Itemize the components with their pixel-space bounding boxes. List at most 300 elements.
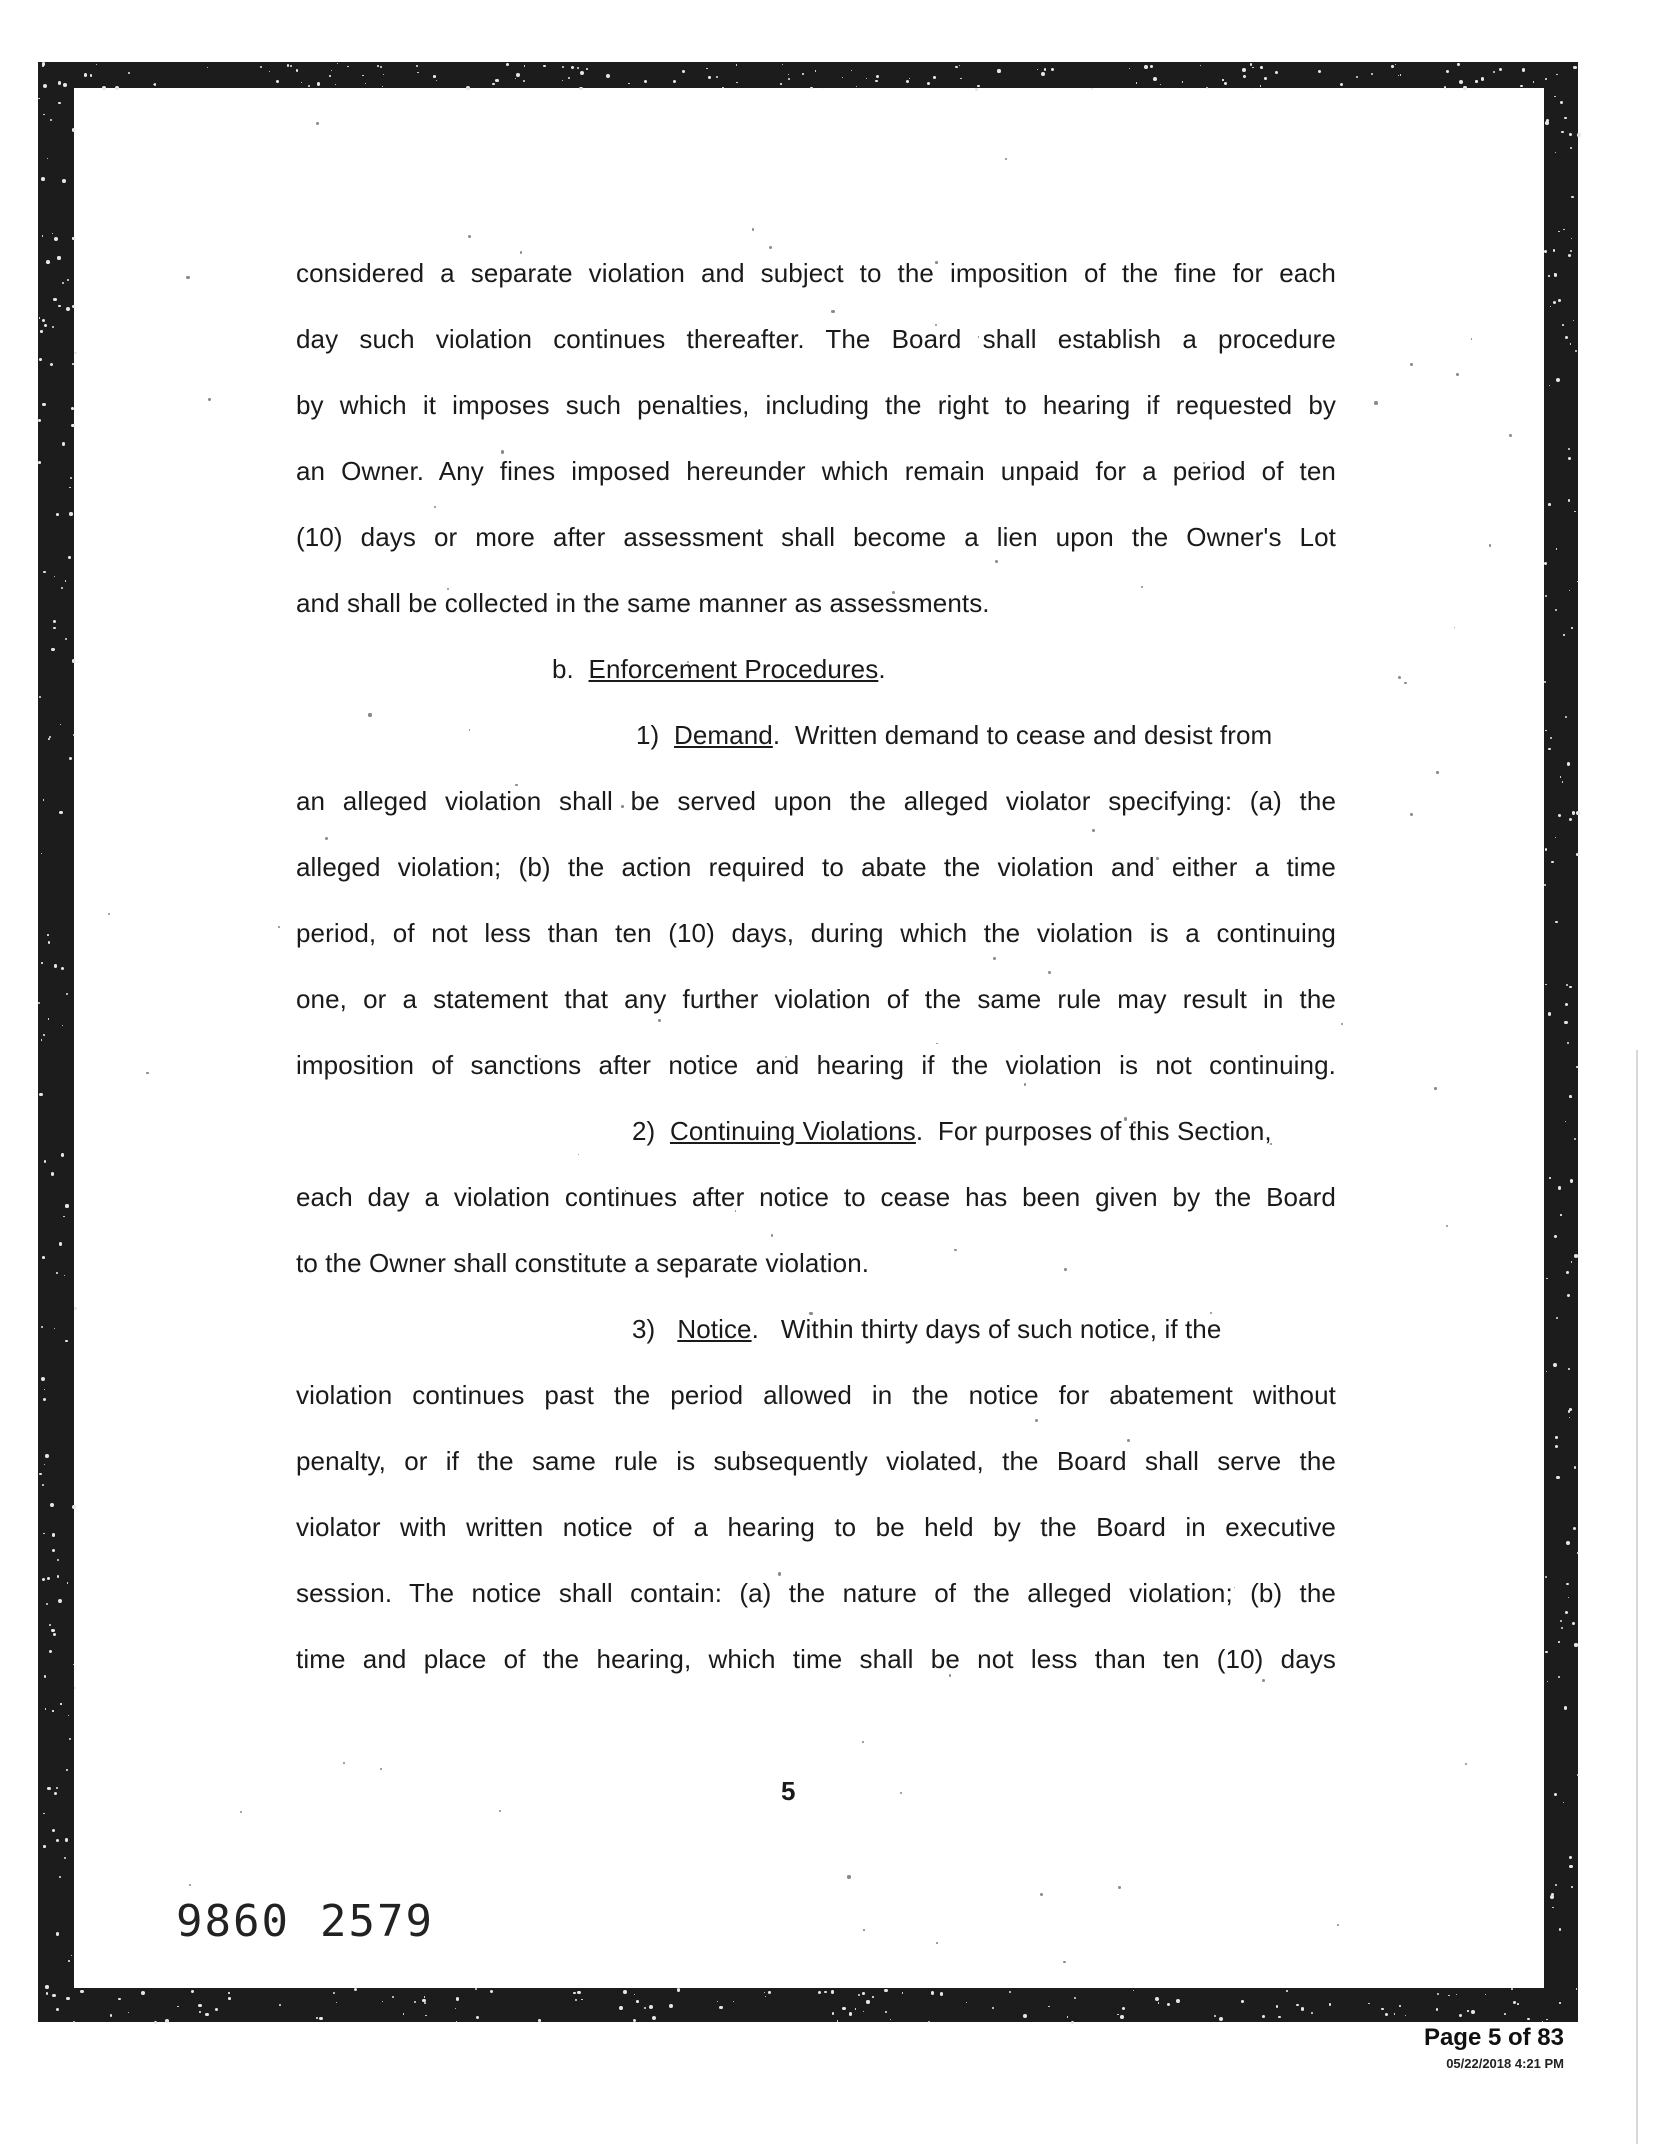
demand-number: 1) <box>636 720 660 750</box>
scan-speck <box>524 65 525 66</box>
scan-speck <box>1547 1681 1548 1682</box>
scan-speck <box>153 84 154 85</box>
scan-speck <box>43 1845 46 1848</box>
scan-speck <box>49 1650 52 1653</box>
scan-speck <box>1573 66 1577 70</box>
scan-speck <box>1144 65 1148 69</box>
scan-speck <box>1264 77 1267 80</box>
scan-speck <box>802 73 804 75</box>
scan-speck <box>1242 68 1246 72</box>
demand-title: Demand <box>673 720 773 750</box>
scan-speck <box>1467 2010 1468 2011</box>
scan-speck <box>1219 2017 1223 2021</box>
scan-speck <box>872 1996 873 1997</box>
scan-speck <box>468 235 471 238</box>
scan-speck <box>1545 1651 1548 1654</box>
scan-speck <box>42 1256 45 1259</box>
scan-speck <box>673 80 676 83</box>
scan-speck <box>58 305 60 307</box>
scan-speck <box>1574 1643 1577 1646</box>
scan-speck <box>1278 2016 1281 2019</box>
scan-speck <box>1551 861 1553 863</box>
scan-speck <box>1577 581 1578 582</box>
scan-speck <box>1286 1990 1288 1992</box>
scan-speck <box>65 1838 68 1841</box>
scan-speck <box>706 68 707 69</box>
scan-speck <box>855 2008 857 2010</box>
scan-speck <box>1554 1793 1557 1796</box>
scan-speck <box>1562 324 1564 326</box>
scan-speck <box>1568 1410 1570 1412</box>
scan-speck <box>780 83 782 85</box>
scan-speck <box>1504 2013 1506 2015</box>
scan-speck <box>1556 378 1560 382</box>
scan-speck <box>568 77 570 79</box>
right-edge-rule <box>1636 1050 1638 2144</box>
scan-speck <box>416 65 418 67</box>
scan-speck <box>41 1326 43 1328</box>
scan-speck <box>199 2011 201 2013</box>
scan-speck <box>53 627 55 629</box>
scan-speck <box>48 738 50 740</box>
scan-speck <box>1553 301 1556 304</box>
body-line: violator with written notice of a hearing to be held by the Board in executive <box>296 1512 1336 1542</box>
scan-speck <box>1569 818 1572 821</box>
scan-speck <box>57 256 60 259</box>
scan-speck <box>51 1172 54 1175</box>
scan-speck <box>39 358 42 361</box>
scan-speck <box>619 2006 623 2010</box>
scan-speck <box>343 1762 345 1764</box>
scan-speck <box>1517 2003 1519 2005</box>
scan-speck <box>90 74 92 76</box>
scan-speck <box>1404 682 1407 685</box>
scan-speck <box>42 62 45 65</box>
scan-speck <box>1568 457 1571 460</box>
scan-speck <box>337 63 338 64</box>
scan-speck <box>1176 1999 1180 2003</box>
notice-lead: Within thirty days of such notice, if the <box>780 1314 1222 1344</box>
scan-speck <box>866 2000 869 2003</box>
scan-speck <box>931 1991 934 1994</box>
scan-speck <box>61 1153 64 1156</box>
scan-speck <box>1569 133 1572 136</box>
scan-speck <box>1555 1436 1558 1439</box>
scan-speck <box>1556 1317 1558 1319</box>
scan-speck <box>1241 2000 1244 2003</box>
page-number: 5 <box>781 1776 796 1806</box>
scan-speck <box>84 73 87 76</box>
recording-stamp <box>176 1896 464 1947</box>
scan-speck <box>260 66 262 68</box>
notice-heading: 3) Notice. Within thirty days of such notice, if the <box>632 1314 1222 1344</box>
scan-speck <box>1566 1541 1570 1545</box>
scan-speck <box>329 75 331 77</box>
scan-speck <box>1545 78 1547 80</box>
scan-speck <box>456 1997 460 2001</box>
scan-speck <box>1553 249 1555 251</box>
scan-speck <box>362 75 363 76</box>
body-line: one, or a statement that any further violation of the same rule may result in the <box>296 984 1336 1014</box>
scan-speck <box>1513 2001 1516 2004</box>
scan-speck <box>80 1990 83 1993</box>
scan-speck <box>60 1703 61 1704</box>
scan-speck <box>1565 336 1568 339</box>
scan-speck <box>1569 1095 1572 1098</box>
scan-speck <box>39 1093 42 1096</box>
continuing-lead: For purposes of this Section, <box>937 1116 1272 1146</box>
body-line: (10) days or more after assessment shall become a lien upon the Owner's Lot <box>296 522 1336 552</box>
scan-speck <box>633 2019 636 2022</box>
scan-speck <box>403 2013 404 2014</box>
scan-speck <box>716 76 718 78</box>
scan-speck <box>736 82 737 83</box>
scan-speck <box>383 74 384 75</box>
scan-speck <box>516 73 520 77</box>
scan-speck <box>380 1768 382 1770</box>
scan-speck <box>1571 1886 1573 1888</box>
scan-speck <box>154 2021 157 2024</box>
scan-speck <box>1155 1997 1159 2001</box>
scan-speck <box>863 1929 865 1931</box>
scan-speck <box>579 87 582 90</box>
scan-speck <box>580 71 584 75</box>
scan-speck <box>59 1242 63 1246</box>
scan-speck <box>72 659 75 662</box>
scan-speck <box>1444 86 1447 89</box>
scan-speck <box>41 1377 45 1381</box>
scan-speck <box>1561 131 1563 133</box>
scan-speck <box>1243 75 1246 78</box>
scan-speck <box>54 1792 57 1795</box>
scan-speck <box>335 84 336 85</box>
scan-speck <box>538 2019 541 2022</box>
scan-speck <box>1570 250 1572 252</box>
scan-speck <box>51 1629 55 1633</box>
scan-speck <box>862 1741 864 1743</box>
scan-speck <box>1576 1066 1579 1069</box>
scan-speck <box>43 84 47 88</box>
scan-speck <box>58 1599 62 1603</box>
scan-speck <box>1091 88 1093 90</box>
scan-speck <box>1565 1611 1568 1614</box>
scan-speck <box>215 2008 218 2011</box>
scan-speck <box>44 1160 46 1162</box>
scan-speck <box>1509 434 1512 437</box>
scan-speck <box>847 1875 850 1878</box>
scan-speck <box>102 86 106 90</box>
scan-speck <box>38 98 40 100</box>
scan-speck <box>1549 385 1550 386</box>
scan-speck <box>1250 63 1252 65</box>
scan-speck <box>47 934 49 936</box>
scan-speck <box>1542 2021 1543 2022</box>
scan-speck <box>1311 2012 1313 2014</box>
scan-speck <box>186 276 189 279</box>
scan-speck <box>1224 82 1227 85</box>
scan-speck <box>1565 716 1567 718</box>
scan-speck <box>208 398 210 400</box>
body-line: each day a violation continues after notice to cease has been given by the Board <box>296 1182 1336 1212</box>
scan-speck <box>40 330 42 332</box>
scan-speck <box>1562 781 1564 783</box>
scan-speck <box>39 1473 41 1475</box>
scan-speck <box>1436 771 1439 774</box>
scan-speck <box>50 1503 54 1507</box>
scan-speck <box>54 1328 55 1329</box>
scan-speck <box>1071 2021 1075 2025</box>
scan-speck <box>1471 2010 1475 2014</box>
scan-speck <box>1436 2008 1438 2010</box>
scan-speck <box>67 1582 68 1583</box>
continuing-number: 2) <box>632 1116 656 1146</box>
scan-speck <box>53 620 56 623</box>
scan-speck <box>1341 1023 1343 1025</box>
scan-speck <box>1067 2016 1068 2017</box>
scan-speck <box>1559 1928 1562 1931</box>
scan-speck <box>1577 1774 1580 1777</box>
body-line: an Owner. Any fines imposed hereunder which remain unpaid for a period of ten <box>296 456 1336 486</box>
scan-speck <box>495 79 498 82</box>
scan-speck <box>377 65 379 67</box>
scan-speck <box>1560 776 1561 777</box>
scan-speck <box>52 1994 55 1997</box>
scan-speck <box>997 69 1001 73</box>
scan-speck <box>59 811 63 815</box>
scan-speck <box>1385 2013 1388 2016</box>
scan-speck <box>1544 250 1547 253</box>
scan-speck <box>1576 1988 1577 1989</box>
scan-speck <box>66 1769 68 1771</box>
scan-speck <box>42 319 45 322</box>
scan-speck <box>58 102 60 104</box>
scan-speck <box>884 1989 887 1992</box>
body-line: session. The notice shall contain: (a) the nature of the alleged violation; (b) the <box>296 1578 1336 1608</box>
scan-speck <box>1548 1012 1552 1016</box>
scan-speck <box>1023 2014 1027 2018</box>
scan-speck <box>940 1992 943 1995</box>
scan-speck <box>1558 1186 1561 1189</box>
scan-speck <box>682 70 685 73</box>
scan-speck <box>1559 2002 1560 2003</box>
document-body <box>296 240 1336 1700</box>
scan-speck <box>708 76 710 78</box>
scan-speck <box>1552 1907 1553 1908</box>
scan-speck <box>278 926 280 928</box>
scan-speck <box>73 734 75 736</box>
scan-speck <box>1569 986 1571 988</box>
scan-speck <box>1565 1003 1568 1006</box>
scan-speck <box>1577 133 1581 137</box>
scan-speck <box>110 2014 112 2016</box>
continuing-heading: 2) Continuing Violations. For purposes of this Section, <box>632 1116 1272 1146</box>
scan-speck <box>118 1998 120 2000</box>
scan-speck <box>506 63 509 66</box>
scan-speck <box>42 65 43 66</box>
scan-speck <box>1275 71 1278 74</box>
scan-speck <box>1048 2006 1050 2008</box>
notice-title: Notice <box>677 1314 752 1344</box>
scan-speck <box>49 1624 51 1626</box>
scan-speck <box>1485 1994 1486 1995</box>
scan-speck <box>1577 1552 1579 1554</box>
body-line: an alleged violation shall be served upon the alleged violator specifying: (a) the <box>296 786 1336 816</box>
scan-speck <box>62 179 66 183</box>
scan-speck <box>1572 811 1575 814</box>
scan-speck <box>207 67 208 68</box>
scan-speck <box>1410 813 1413 816</box>
scan-speck <box>1568 254 1571 257</box>
scan-speck <box>43 571 46 574</box>
scan-speck <box>652 2016 656 2020</box>
scan-speck <box>62 282 64 284</box>
scan-speck <box>1434 1087 1437 1090</box>
demand-lead: Written demand to cease and desist from <box>794 720 1273 750</box>
scan-speck <box>63 83 67 87</box>
scan-speck <box>634 1994 635 1995</box>
recording-page-number: 2579 <box>319 1896 434 1947</box>
scan-speck <box>1457 63 1459 65</box>
scan-speck <box>316 2017 318 2019</box>
scan-speck <box>1576 811 1580 815</box>
scan-speck <box>1544 884 1546 886</box>
scan-speck <box>73 2021 75 2023</box>
scan-speck <box>623 1990 627 1994</box>
scan-speck <box>165 2019 169 2023</box>
scan-speck <box>1465 1763 1467 1765</box>
scan-speck <box>933 76 936 79</box>
scan-speck <box>1556 74 1558 76</box>
scan-speck <box>296 69 298 71</box>
body-line: by which it imposes such penalties, including the right to hearing if requested by <box>296 390 1336 420</box>
scan-speck <box>228 1992 230 1994</box>
scan-speck <box>1573 1527 1576 1530</box>
scan-speck <box>74 352 77 355</box>
scan-speck <box>1571 627 1572 628</box>
scan-speck <box>382 86 383 87</box>
scan-speck <box>62 442 65 445</box>
scan-speck <box>66 1997 70 2001</box>
scan-speck <box>1571 1261 1572 1262</box>
scan-speck <box>52 326 54 328</box>
scan-speck <box>69 512 72 515</box>
scan-speck <box>66 307 70 311</box>
scan-speck <box>56 513 59 516</box>
body-line: period, of not less than ten (10) days, during which the violation is a continuing <box>296 918 1336 948</box>
notice-number: 3) <box>632 1314 656 1344</box>
scan-speck <box>1222 79 1223 80</box>
scan-speck <box>41 177 45 181</box>
scan-speck <box>1563 634 1564 635</box>
scan-speck <box>1568 499 1571 502</box>
scan-speck <box>1550 306 1551 307</box>
book-number: 9860 <box>176 1896 290 1947</box>
scan-speck <box>45 1985 49 1989</box>
section-b-heading: b. Enforcement Procedures. <box>552 654 886 684</box>
scan-speck <box>1475 80 1477 82</box>
scan-speck <box>573 1992 575 1994</box>
scan-speck <box>42 403 45 406</box>
scan-speck <box>1564 1021 1567 1024</box>
scan-speck <box>1374 401 1377 404</box>
scan-speck <box>56 1272 58 1274</box>
scan-speck <box>456 2021 457 2022</box>
scan-speck <box>1520 85 1523 88</box>
scan-speck <box>832 2012 834 2014</box>
scan-speck <box>1153 77 1157 81</box>
scan-speck <box>1337 1924 1339 1926</box>
scan-speck <box>228 1997 231 2000</box>
scan-speck <box>1575 350 1577 352</box>
scan-speck <box>1548 275 1550 277</box>
scan-speck <box>875 80 878 83</box>
footer-page-label: Page 5 of 83 <box>1423 2024 1564 2051</box>
scan-speck <box>54 576 55 577</box>
body-line: day such violation continues thereafter. The Board shall establish a procedure <box>296 324 1336 354</box>
scan-speck <box>586 68 588 70</box>
body-line: imposition of sanctions after notice and hearing if the violation is not continuing. <box>296 1050 1336 1080</box>
body-line: considered a separate violation and subject to the imposition of the fine for each <box>296 258 1336 288</box>
scan-speck <box>768 1991 770 1993</box>
scan-speck <box>1558 299 1561 302</box>
scan-speck <box>669 2004 673 2008</box>
scan-speck <box>71 1955 72 1956</box>
scan-speck <box>977 85 979 87</box>
scan-speck <box>1568 1368 1570 1370</box>
scan-speck <box>975 88 978 91</box>
scan-speck <box>56 1932 60 1936</box>
scan-speck <box>543 65 545 67</box>
scan-speck <box>68 1960 70 1962</box>
scan-speck <box>54 964 58 968</box>
body-line: alleged violation; (b) the action required to abate the violation and either a time <box>296 852 1336 882</box>
scan-speck <box>1489 544 1492 547</box>
scan-speck <box>71 424 74 427</box>
scan-speck <box>65 1204 68 1207</box>
scan-speck <box>1560 1214 1561 1215</box>
scan-speck <box>1399 2005 1401 2007</box>
scan-speck <box>198 2004 201 2007</box>
scan-speck <box>45 1454 49 1458</box>
scan-speck <box>1564 1706 1568 1710</box>
scan-speck <box>849 2012 853 2016</box>
scan-speck <box>1463 86 1466 89</box>
scan-speck <box>1567 762 1570 765</box>
scan-speck <box>65 1340 68 1343</box>
scan-speck <box>1446 70 1450 74</box>
scan-speck <box>1118 1886 1121 1889</box>
scan-speck <box>47 1787 50 1790</box>
footer-timestamp: 05/22/2018 4:21 PM <box>1446 2056 1564 2071</box>
scan-speck <box>433 75 436 78</box>
scan-speck <box>1296 2004 1299 2007</box>
scan-speck <box>319 2017 322 2020</box>
scan-speck <box>1569 590 1570 591</box>
scan-speck <box>1545 1576 1547 1578</box>
scan-speck <box>1576 853 1579 856</box>
scan-speck <box>1558 1641 1560 1643</box>
scan-speck <box>41 962 43 964</box>
scan-speck <box>57 1575 59 1577</box>
scan-speck <box>46 260 50 264</box>
body-line: penalty, or if the same rule is subsequently violated, the Board shall serve the <box>296 1446 1336 1476</box>
scan-speck <box>1550 1895 1554 1899</box>
continuing-title: Continuing Violations <box>669 1116 916 1146</box>
scan-speck <box>1044 68 1046 70</box>
scan-speck <box>72 128 75 131</box>
scan-speck <box>1544 681 1546 683</box>
scan-speck <box>677 1988 680 1991</box>
